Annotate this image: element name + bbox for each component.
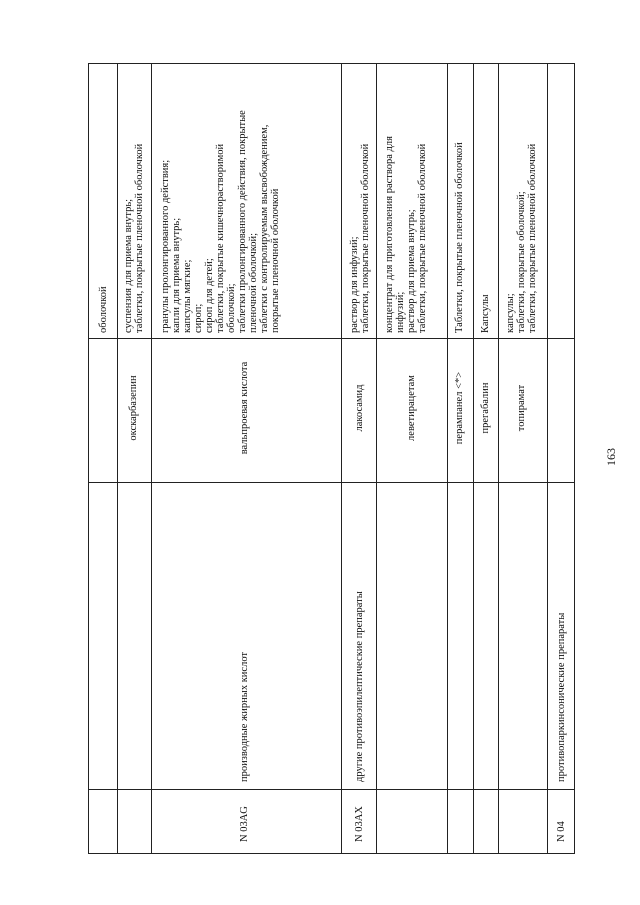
column-divider — [88, 482, 575, 483]
table-cell-forms: концентрат для приготовления раствора для инфузий; раствор для приема внутрь; таблетки, покрытые пленочной оболочкой — [384, 136, 428, 333]
table-cell-forms: гранулы пролонгированного действия; капли для приема внутрь; капсулы мягкие; сироп; сироп для детей; таблетки, покрытые кишечнорастворимой оболочкой; таблетки пролонгированного действия, покрытые пленочной оболочкой; таблетки с контролируемым высвобождением, покрытые пленочной оболочкой — [160, 110, 281, 333]
table-cell-drug: топирамат — [516, 384, 527, 432]
column-divider — [88, 789, 575, 790]
table-cell-drug: окскарбазепин — [128, 375, 139, 441]
table-cell-forms: оболочкой — [98, 286, 109, 333]
table-cell-group: противопаркинсонические препараты — [556, 612, 567, 782]
table-cell-group: другие противоэпилептические препараты — [354, 591, 365, 782]
table-cell-code: N 03AG — [239, 806, 250, 842]
row-divider — [498, 63, 499, 853]
page-number: 163 — [604, 448, 618, 466]
table-cell-forms: раствор для инфузий; таблетки, покрытые пленочной оболочкой — [349, 143, 371, 333]
row-divider — [473, 63, 474, 853]
table-cell-drug: вальпроевая кислота — [239, 361, 250, 455]
table-cell-forms: Капсулы — [480, 294, 491, 333]
table-border-bottom — [88, 853, 575, 854]
table-cell-drug: перампанел <*> — [454, 371, 465, 445]
table-cell-group: производные жирных кислот — [239, 651, 250, 782]
row-divider — [341, 63, 342, 853]
row-divider — [151, 63, 152, 853]
column-divider — [88, 338, 575, 339]
table-cell-forms: Таблетки, покрытые пленочной оболочкой — [454, 142, 465, 333]
row-divider — [447, 63, 448, 853]
table-border-left — [88, 63, 89, 853]
table-cell-forms: капсулы; таблетки, покрытые оболочкой; таблетки, покрытые пленочной оболочкой — [505, 143, 538, 333]
table-cell-forms: суспензия для приема внутрь; таблетки, покрытые пленочной оболочкой — [123, 143, 145, 333]
table-cell-code: N 03AX — [354, 806, 365, 842]
table-cell-drug: прегабалин — [480, 382, 491, 434]
table-cell-drug: лакосамид — [354, 384, 365, 432]
row-divider — [117, 63, 118, 853]
row-divider — [547, 63, 548, 853]
row-divider — [376, 63, 377, 853]
table-cell-code: N 04 — [556, 821, 567, 842]
table-cell-drug: леветирацетам — [406, 375, 417, 441]
table-border-top — [88, 63, 575, 64]
table-border-right — [574, 63, 575, 853]
